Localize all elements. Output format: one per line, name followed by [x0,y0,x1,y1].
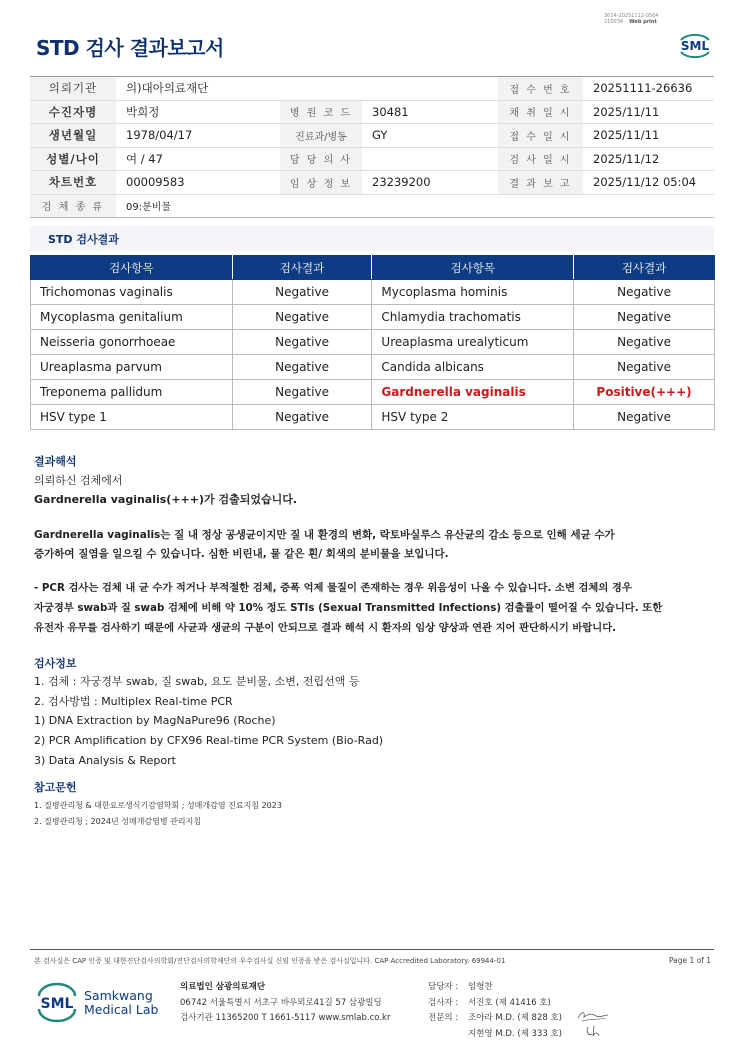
info-value: 2025/11/12 05:04 [593,175,697,190]
results-header-row [31,256,715,280]
interpretation-title: 결과해석 [34,455,77,468]
info-value: 의)대아의료재단 [126,81,209,96]
info-label: 차트번호 [30,171,116,194]
test-item: HSV type 1 [31,405,233,430]
info-value: 23239200 [372,175,431,190]
test-item: HSV type 2 [372,405,574,430]
staff-row: 지현영 M.D. (제 333 호) [468,1028,563,1039]
info-value [362,148,498,171]
positive-test-item: Gardnerella vaginalis [372,380,574,405]
sml-logo-icon [675,28,715,62]
info-value: 1978/04/17 [126,128,193,143]
signature-icon [576,1009,610,1023]
interpretation-paragraph: Gardnerella vaginalis는 질 내 정상 공생균이지만 질 내 환경의 변화, 락토바실루스 유산균의 감소 등으로 인해 세균 수가 [34,529,615,541]
test-result: Negative [574,280,715,305]
staff-list [428,980,562,1042]
info-label: 병 원 코 드 [280,101,362,124]
test-info-line: 1) DNA Extraction by MagNaPure96 (Roche) [34,714,276,727]
table-row [31,380,715,405]
test-item: Ureaplasma parvum [31,355,233,380]
column-header: 검사결과 [574,256,715,280]
results-section-title: STD 검사결과 [30,226,714,251]
specimen-value: 09:분비물 [126,202,172,214]
test-item: Candida albicans [372,355,574,380]
table-row [31,305,715,330]
test-result: Negative [232,405,372,430]
positive-test-result: Positive(+++) [574,380,715,405]
test-item: Ureaplasma urealyticum [372,330,574,355]
test-item: Trichomonas vaginalis [31,280,233,305]
test-item: Mycoplasma hominis [372,280,574,305]
reference-line: 2. 질병관리청 ; 2024년 성매개감염병 관리지침 [34,817,202,826]
patient-info-table [30,76,714,218]
signature-icon [584,1024,604,1038]
test-result: Negative [232,355,372,380]
test-result: Negative [232,330,372,355]
sml-logo-icon [36,982,78,1022]
staff-row: 담당자 : 임형찬 [428,982,493,992]
test-result: Negative [574,330,715,355]
info-label: 접 수 일 시 [498,124,583,147]
test-info-line: 3) Data Analysis & Report [34,754,176,767]
interpretation-paragraph: 유전자 유무를 검사하기 때문에 사균과 생균의 구분이 안되므로 결과 해석 시 환자의 임상 양상과 연관 지어 판단하시기 바랍니다. [34,622,617,634]
info-value: 2025/11/12 [593,151,660,166]
test-result: Negative [232,305,372,330]
column-header: 검사항목 [372,256,574,280]
svg-text:SML: SML [680,39,710,53]
accreditation-note: 본 검사실은 CAP 인증 및 대한진단검사의학회/진단검사의학재단의 우수검사실 신임 인증을 받은 검사실입니다. CAP Accredited Laboratory. 69944-01 [34,957,506,965]
page-title: STD 검사 결과보고서 [36,36,224,60]
info-label: 결 과 보 고 [498,171,583,194]
info-row [30,124,714,148]
test-result: Negative [574,405,715,430]
table-row [31,355,715,380]
document-id: 3014-20251112-0504 210034 Web print [604,13,659,25]
info-row [30,195,714,219]
info-row [30,101,714,125]
interpretation-paragraph: 증가하여 질염을 일으킬 수 있습니다. 심한 비린내, 물 같은 흰/ 회색의 분비물을 보입니다. [34,548,449,560]
info-row [30,148,714,172]
specimen-label: 검 체 종 류 [30,195,116,218]
info-label: 생년월일 [30,124,116,147]
info-value: 20251111-26636 [593,81,693,96]
info-row [30,171,714,195]
column-header: 검사항목 [31,256,233,280]
test-item: Treponema pallidum [31,380,233,405]
info-value: 00009583 [126,175,185,190]
info-label: 접 수 번 호 [498,77,583,100]
interpretation-paragraph: - PCR 검사는 검체 내 균 수가 적거나 부적절한 검체, 증폭 억제 물질이 존재하는 경우 위음성이 나올 수 있습니다. 소변 검체의 경우 [34,582,632,594]
footer-divider [30,949,714,950]
staff-row: 검사자 : 서진호 (제 41416 호) [428,997,551,1008]
info-row [30,77,714,101]
test-result: Negative [574,355,715,380]
svg-text:SML: SML [40,996,74,1012]
test-info-title: 검사정보 [34,657,77,670]
test-result: Negative [574,305,715,330]
info-label: 채 취 일 시 [498,101,583,124]
info-label: 담 당 의 사 [280,148,362,171]
company-name: Samkwang Medical Lab [84,988,159,1017]
info-value: 30481 [372,104,409,119]
info-label: 성별/나이 [30,148,116,171]
test-item: Mycoplasma genitalium [31,305,233,330]
test-item: Neisseria gonorrhoeae [31,330,233,355]
references-title: 참고문헌 [34,781,77,794]
info-label: 진료과/병동 [280,124,362,147]
table-row [31,280,715,305]
table-row [31,330,715,355]
test-info-line: 2) PCR Amplification by CFX96 Real-time PCR System (Bio-Rad) [34,734,384,747]
test-info-line: 1. 검체 : 자궁경부 swab, 질 swab, 요도 분비물, 소변, 전립선액 등 [34,675,360,688]
info-value: 여 / 47 [126,151,163,166]
info-value: 2025/11/11 [593,104,660,119]
info-label: 의뢰기관 [30,77,116,100]
results-table [30,255,715,430]
company-address: 의료법인 삼광의료재단 06742 서울특별시 서초구 바우뫼로41길 57 삼광빌딩 검사기관 11365200 T 1661-5117 www.smlab.co.kr [180,982,391,1023]
info-label: 검 사 일 시 [498,148,583,171]
info-value: 박희정 [126,104,160,119]
column-header: 검사결과 [232,256,372,280]
reference-line: 1. 질병관리청 & 대한요로생식기감염학회 ; 성매개감염 진료지침 2023 [34,801,282,810]
interpretation-paragraph: 자궁경부 swab과 질 swab 검체에 비해 약 10% 정도 STIs (Sexual Transmitted Infections) 검출률이 떨어질 수 있습니다. 또한 [34,602,663,614]
table-row [31,405,715,430]
test-result: Negative [232,380,372,405]
interpretation-line: 의뢰하신 검체에서 [34,474,123,487]
page-number: Page 1 of 1 [669,956,712,965]
test-item: Chlamydia trachomatis [372,305,574,330]
info-label: 수진자명 [30,101,116,124]
info-value: GY [372,128,388,143]
test-result: Negative [232,280,372,305]
test-info-line: 2. 검사방법 : Multiplex Real-time PCR [34,695,233,708]
interpretation-line: Gardnerella vaginalis(+++)가 검출되었습니다. [34,493,298,506]
info-label: 임 상 정 보 [280,171,362,194]
staff-row: 전문의 : 조아라 M.D. (제 828 호) [428,1013,563,1023]
info-value: 2025/11/11 [593,128,660,143]
